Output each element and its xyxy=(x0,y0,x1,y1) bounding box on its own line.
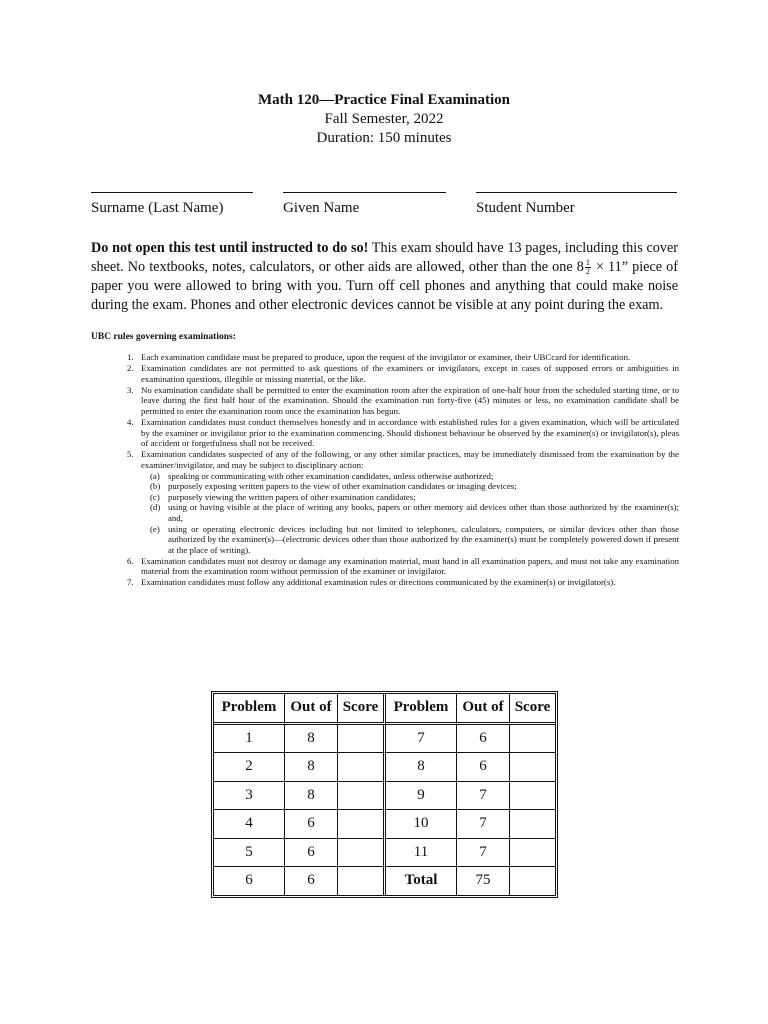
total-out-of-cell: 75 xyxy=(457,867,510,895)
rule-number: 5. xyxy=(127,449,134,460)
subrule-text: purposely exposing written papers to the view of other examination candidates or imaging devices; xyxy=(168,481,517,492)
exam-header xyxy=(0,91,768,148)
given-name-label: Given Name xyxy=(283,200,360,216)
rule-text: Examination candidates suspected of any of the following, or any other similar practices, may be immediately dismissed from the examination by the examiner/invigilator, and may be subject to disciplinary action: xyxy=(141,449,679,470)
fraction-denominator: 2 xyxy=(585,267,590,276)
score-cell[interactable] xyxy=(510,753,555,782)
fraction-numerator: 1 xyxy=(585,258,590,267)
surname-line xyxy=(91,192,253,193)
table-row xyxy=(214,810,555,839)
rule-item xyxy=(127,352,679,363)
exam-semester: Fall Semester, 2022 xyxy=(324,111,444,127)
problem-cell: 9 xyxy=(386,782,457,811)
problem-cell: 2 xyxy=(214,753,285,782)
table-row-total xyxy=(214,867,555,895)
score-cell[interactable] xyxy=(338,753,386,782)
rule-item xyxy=(127,449,679,555)
header-problem: Problem xyxy=(214,694,285,725)
header-problem: Problem xyxy=(386,694,457,725)
fraction-half xyxy=(585,259,591,276)
out-of-cell: 6 xyxy=(285,810,338,839)
out-of-cell: 6 xyxy=(457,753,510,782)
problem-cell: 3 xyxy=(214,782,285,811)
student-number-line xyxy=(476,192,677,193)
rules-list xyxy=(127,352,679,589)
header-score: Score xyxy=(338,694,386,725)
header-out-of: Out of xyxy=(457,694,510,725)
score-cell[interactable] xyxy=(338,810,386,839)
rule-number: 3. xyxy=(127,384,134,395)
rule-number: 2. xyxy=(127,363,134,374)
subrule-letter: (e) xyxy=(150,523,160,534)
score-cell[interactable] xyxy=(510,725,555,754)
subrule-text: using or having visible at the place of writing any books, papers or other memory aid devices other than those authorized by the examiner(s); and, xyxy=(168,502,679,523)
intro-warning: Do not open this test until instructed to do so! xyxy=(91,240,369,256)
exam-duration: Duration: 150 minutes xyxy=(316,130,452,146)
rule-text: Each examination candidate must be prepared to produce, upon the request of the invigilator or examiner, their UBCcard for identification. xyxy=(141,352,631,362)
subrule-text: speaking or communicating with other examination candidates, unless otherwise authorized; xyxy=(168,470,494,481)
rule-item xyxy=(127,417,679,449)
out-of-cell: 6 xyxy=(285,867,338,895)
problem-cell: 7 xyxy=(386,725,457,754)
score-cell[interactable] xyxy=(510,782,555,811)
subrule-letter: (b) xyxy=(150,481,161,492)
subrule-item xyxy=(141,502,679,523)
table-row xyxy=(214,782,555,811)
problem-cell: 1 xyxy=(214,725,285,754)
subrule-item xyxy=(141,492,679,503)
out-of-cell: 6 xyxy=(457,725,510,754)
subrule-letter: (c) xyxy=(150,491,160,502)
student-number-label: Student Number xyxy=(476,200,575,216)
rule-number: 4. xyxy=(127,417,134,428)
problem-cell: 5 xyxy=(214,839,285,868)
rule-text: Examination candidates must not destroy or damage any examination material, must hand in all examination papers, and must not take any examination material from the examination room without permission of the examiner or invigilator. xyxy=(141,555,679,577)
score-cell[interactable] xyxy=(510,839,555,868)
rule-text: No examination candidate shall be permitted to enter the examination room after the expiration of one-half hour from the scheduled starting time, or to leave during the first half hour of the examination. Should the examination run forty-five (45) minutes or less, no examination candidate shall be permitted to enter the examination room once the examination has begun. xyxy=(141,384,679,416)
table-row xyxy=(214,839,555,868)
problem-cell: 8 xyxy=(386,753,457,782)
subrule-letter: (d) xyxy=(150,502,161,513)
problem-cell: 4 xyxy=(214,810,285,839)
rule-text: Examination candidates are not permitted to ask questions of the examiners or invigilators, except in cases of supposed errors or ambiguities in examination questions, illegible or missing material, or the like. xyxy=(141,363,679,384)
out-of-cell: 7 xyxy=(457,810,510,839)
rule-number: 6. xyxy=(127,555,134,566)
rule-item xyxy=(127,384,679,417)
subrule-text: using or operating electronic devices including but not limited to telephones, calculators, computers, or similar devices other than those authorized by the examiner(s)—(electronic devices other than those authorized by the examiner(s) must be completely powered down if present at the place of writing). xyxy=(168,523,679,555)
rules-heading: UBC rules governing examinations: xyxy=(91,332,236,342)
table-header-row xyxy=(214,694,555,725)
score-cell[interactable] xyxy=(510,810,555,839)
score-cell[interactable] xyxy=(338,725,386,754)
score-cell[interactable] xyxy=(338,782,386,811)
rule-text: Examination candidates must conduct themselves honestly and in accordance with established rules for a given examination, which will be articulated by the examiner or invigilator prior to the examination commencing. Should dishonest behaviour be observed by the examiner(s) or invigilator(s), pleas of accident or forgetfulness shall not be received. xyxy=(141,417,679,449)
subrule-item xyxy=(141,524,679,556)
out-of-cell: 7 xyxy=(457,782,510,811)
subrule-item xyxy=(141,481,679,492)
out-of-cell: 8 xyxy=(285,725,338,754)
total-label-cell: Total xyxy=(386,867,457,895)
header-out-of: Out of xyxy=(285,694,338,725)
intro-paragraph xyxy=(91,239,678,315)
table-row xyxy=(214,753,555,782)
rule-number: 7. xyxy=(127,577,134,588)
out-of-cell: 7 xyxy=(457,839,510,868)
given-name-line xyxy=(283,192,446,193)
problem-cell: 10 xyxy=(386,810,457,839)
rule-text: Examination candidates must follow any additional examination rules or directions communicated by the examiner(s) or invigilator(s). xyxy=(141,577,616,588)
subrule-item xyxy=(141,471,679,482)
problem-cell: 6 xyxy=(214,867,285,895)
score-cell[interactable] xyxy=(338,867,386,895)
header-score: Score xyxy=(510,694,555,725)
rule-number: 1. xyxy=(127,352,134,362)
subrule-letter: (a) xyxy=(150,470,160,481)
rule-item xyxy=(127,363,679,384)
intro-text-1: This exam should have 13 pages, including this cover sheet. No textbooks, notes, calculators, or other aids are allowed, other than the one 8 xyxy=(91,240,678,275)
problem-cell: 11 xyxy=(386,839,457,868)
exam-title: Math 120—Practice Final Examination xyxy=(257,92,511,108)
subrule-text: purposely viewing the written papers of other examination candidates; xyxy=(168,491,416,502)
table-row xyxy=(214,725,555,754)
intro-text-2: × 11” piece of paper you were allowed to bring with you. Turn off cell phones and anything that could make noise during the exam. Phones and other electronic devices cannot be visible at any point during the exam. xyxy=(91,259,678,313)
out-of-cell: 8 xyxy=(285,753,338,782)
rule-item xyxy=(127,577,679,588)
surname-label: Surname (Last Name) xyxy=(91,200,224,216)
out-of-cell: 6 xyxy=(285,839,338,868)
rule-item xyxy=(127,555,679,577)
score-cell[interactable] xyxy=(338,839,386,868)
total-score-cell[interactable] xyxy=(510,867,555,895)
out-of-cell: 8 xyxy=(285,782,338,811)
score-table xyxy=(211,691,558,898)
